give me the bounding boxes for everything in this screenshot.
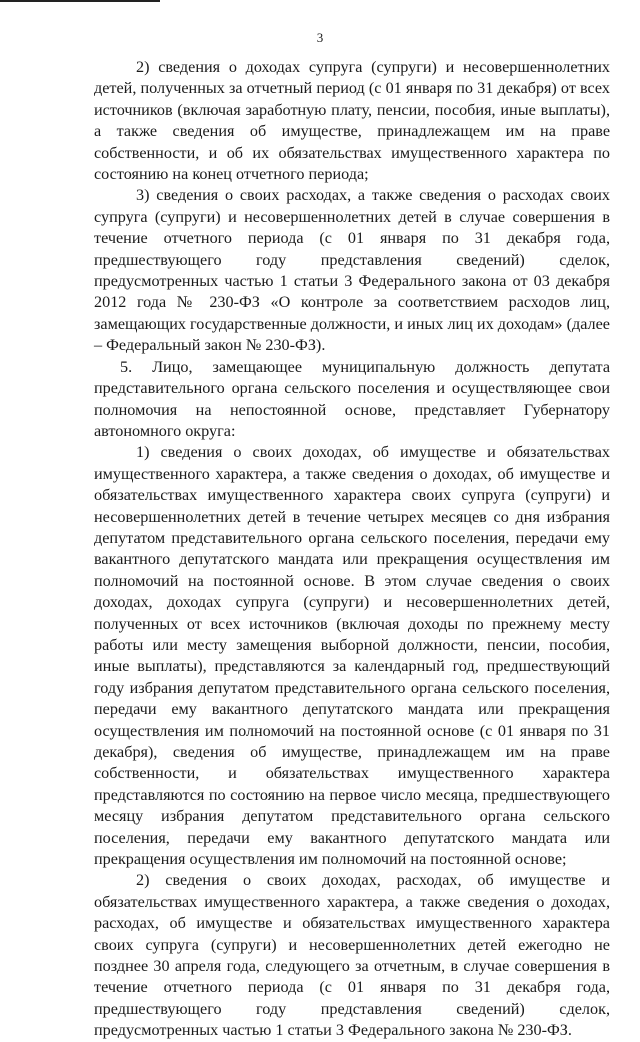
page-number: 3: [316, 30, 324, 45]
paragraph-item-3: 3) сведения о своих расходах, а также сведения о расходах своих супруга (супруги) и несовершеннолетних детей в случае совершения в течение отчетного периода (с 01 января по 31 декабря года, предшествующего году представления сведений) сделок, предусмотренных частью 1 статьи 3 Федерального закона от 03 декабря 2012 года № 230-ФЗ «О контроле за соответствием расходов лиц, замещающих государственные должности, и иных лиц их доходам» (далее – Федеральный закон № 230-ФЗ).: [94, 186, 610, 355]
paragraph-item-2: 2) сведения о доходах супруга (супруги) и несовершеннолетних детей, полученных за отчетный период (с 01 января по 31 декабря) от всех источников (включая заработную плату, пенсии, пособия, иные выплаты), а также сведения об имуществе, принадлежащем им на праве собственности, и об их обязательствах имущественного характера по состоянию на конец отчетного периода;: [94, 58, 610, 184]
paragraph-section-5-item-1: 1) сведения о своих доходах, об имуществе и обязательствах имущественного характера, а также сведения о доходах, об имуществе и обязательствах имущественного характера своих супруга (супруги) и несовершеннолетних детей в течение четырех месяцев со дня избрания депутатом представительного органа сельского поселения, передачи ему вакантного депутатского мандата или прекращения осуществления им полномочий на постоянной основе. В этом случае сведения о своих доходах, доходах супруга (супруги) и несовершеннолетних детей, полученных от всех источников (включая доходы по прежнему месту работы или месту замещения выборной должности, пенсии, пособия, иные выплаты), представляются за календарный год, предшествующий году избрания депутатом представительного органа сельского поселения, передачи ему вакантного депутатского мандата или прекращения осуществления им полномочий на постоянной основе (с 01 января по 31 декабря), сведения об имуществе, принадлежащем им на праве собственности, и обязательствах имущественного характера представляются по состоянию на первое число месяца, предшествующего месяцу избрания депутатом представительного органа сельского поселения, передачи ему вакантного депутатского мандата или прекращения осуществления им полномочий на постоянной основе;: [94, 443, 610, 869]
paragraph-section-5-item-2: 2) сведения о своих доходах, расходах, об имуществе и обязательствах имущественного характера, а также сведения о доходах, расходах, об имуществе и обязательствах имущественного характера своих супруга (супруги) и несовершеннолетних детей ежегодно не позднее 30 апреля года, следующего за отчетным, в случае совершения в течение отчетного периода (с 01 января по 31 декабря года, предшествующего году представления сведений) сделок, предусмотренных частью 1 статьи 3 Федерального закона № 230-ФЗ.: [94, 871, 610, 1040]
paragraph-section-5: 5. Лицо, замещающее муниципальную должность депутата представительного органа сельского поселения и осуществляющее свои полномочия на непостоянной основе, представляет Губернатору автономного округа:: [94, 357, 610, 440]
top-rule: [0, 0, 160, 2]
document-body: [94, 57, 610, 1042]
